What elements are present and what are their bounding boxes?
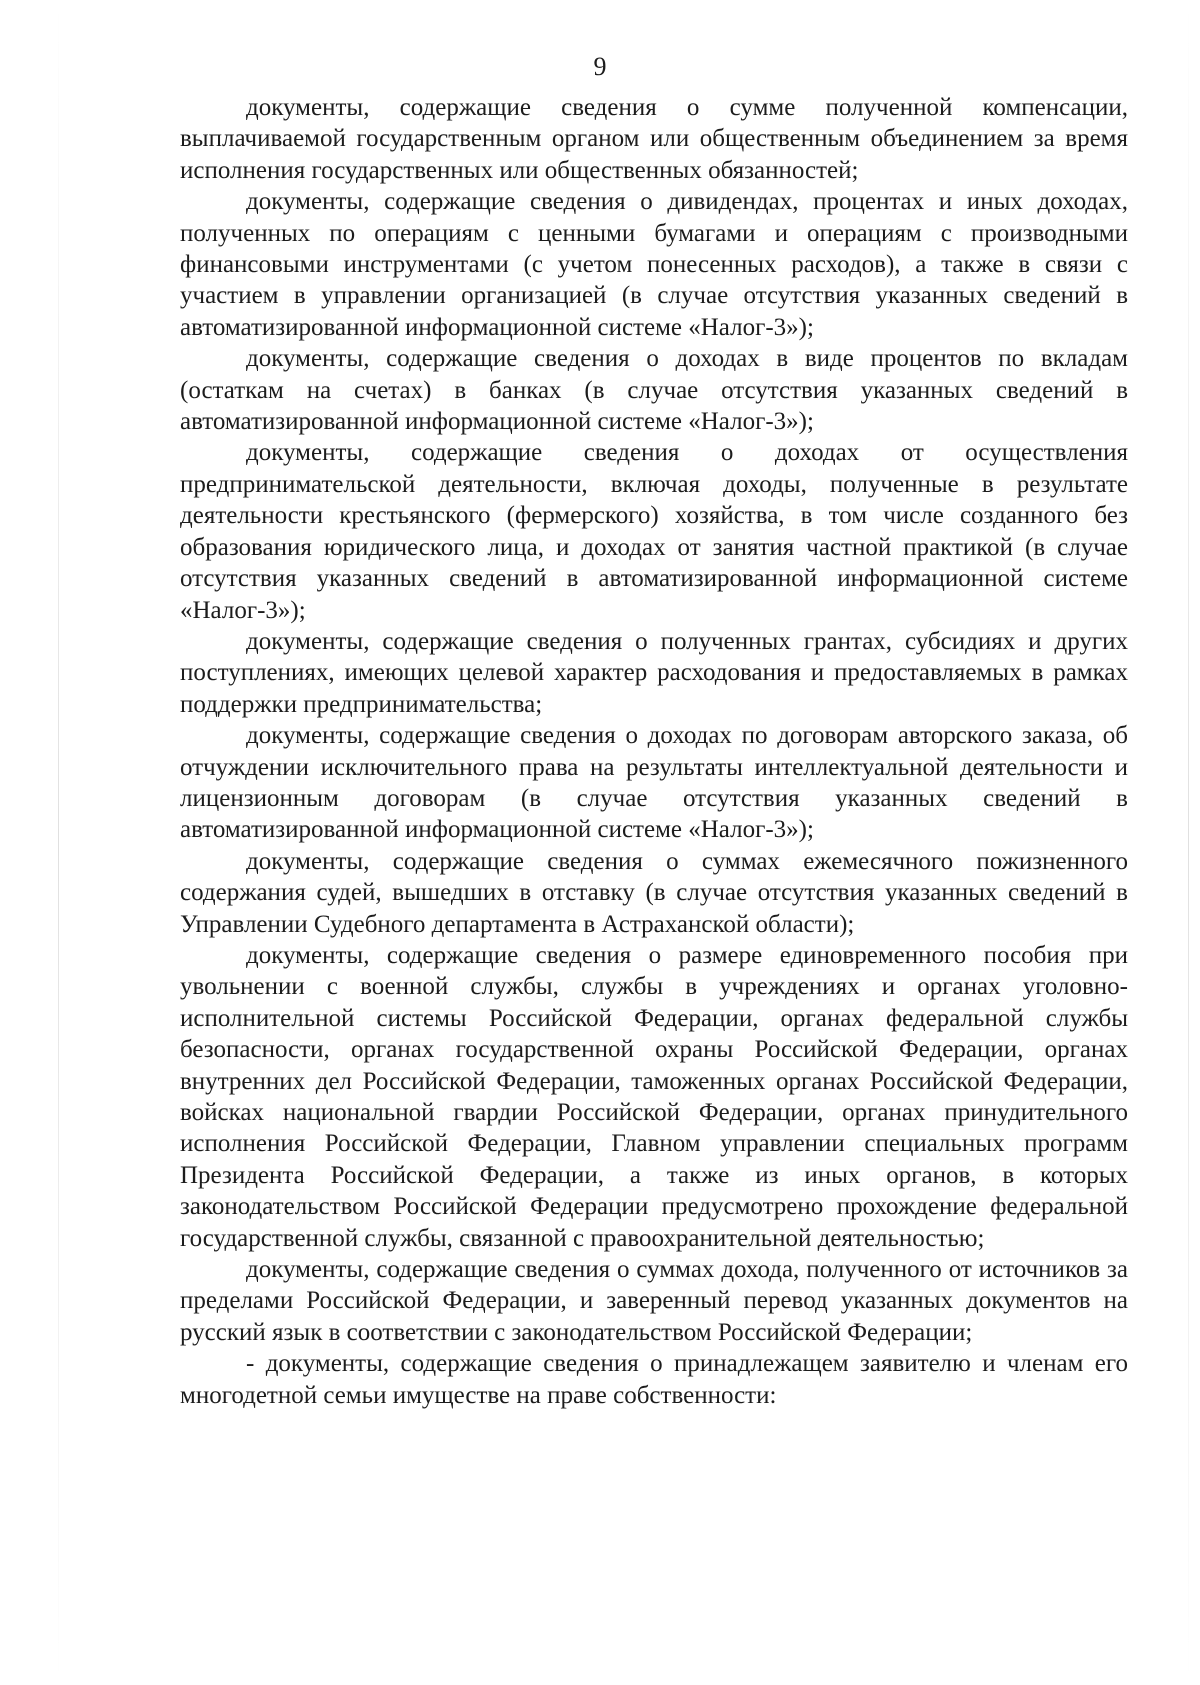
paragraph-deposit-interest: документы, содержащие сведения о доходах в виде процентов по вкладам (остаткам на счетах) в банках (в случае отсутствия указанных сведений в автоматизированной информационной системе «Налог-3»); xyxy=(180,345,1128,436)
paragraph-dividends: документы, содержащие сведения о дивидендах, процентах и иных доходах, полученных по операциям с ценными бумагами и операциям с производными финансовыми инструментами (с учетом понесенных расходов), а также в связи с участием в управлении организацией (в случае отсутствия указанных сведений в автоматизированной информационной системе «Налог-3»); xyxy=(180,188,1128,341)
page-number: 9 xyxy=(593,52,607,81)
paragraph-copyright: документы, содержащие сведения о доходах по договорам авторского заказа, об отчуждении исключительного права на результаты интеллектуальной деятельности и лицензионным договорам (в случае отсутствия указанных сведений в автоматизированной информационной системе «Налог-3»); xyxy=(180,722,1128,844)
paragraph-foreign-income: документы, содержащие сведения о суммах дохода, полученного от источников за пределами Российской Федерации, и заверенный перевод указанных документов на русский язык в соответствии с законодательством Российской Федерации; xyxy=(180,1256,1128,1346)
paragraph-property: - документы, содержащие сведения о принадлежащем заявителю и членам его многодетной семьи имуществе на праве собственности: xyxy=(180,1350,1128,1409)
document-body xyxy=(180,92,1128,1411)
scan-edge-right xyxy=(1188,0,1189,1685)
paragraph-business-income: документы, содержащие сведения о доходах от осуществления предпринимательской деятельности, включая доходы, полученные в результате деятельности крестьянского (фермерского) хозяйства, в том числе созданного без образования юридического лица, и доходах от занятия частной практикой (в случае отсутствия указанных сведений в автоматизированной информационной системе «Налог-3»); xyxy=(180,439,1128,624)
scan-edge-left xyxy=(58,0,59,1685)
paragraph-compensation: документы, содержащие сведения о сумме полученной компенсации, выплачиваемой государственным органом или общественным объединением за время исполнения государственных или общественных обязанностей; xyxy=(180,94,1128,184)
paragraph-grants: документы, содержащие сведения о полученных грантах, субсидиях и других поступлениях, имеющих целевой характер расходования и предоставляемых в рамках поддержки предпринимательства; xyxy=(180,627,1128,718)
paragraph-judges-allowance: документы, содержащие сведения о суммах ежемесячного пожизненного содержания судей, вышедших в отставку (в случае отсутствия указанных сведений в Управлении Судебного департамента в Астраханской области); xyxy=(180,847,1128,938)
paragraph-severance: документы, содержащие сведения о размере единовременного пособия при увольнении с военной службы, службы в учреждениях и органах уголовно-исполнительной системы Российской Федерации, органах федеральной службы безопасности, органах государственной охраны Российской Федерации, органах внутренних дел Российской Федерации, таможенных органах Российской Федерации, войсках национальной гвардии Российской Федерации, органах принудительного исполнения Российской Федерации, Главном управлении специальных программ Президента Российской Федерации, а также из иных органов, в которых законодательством Российской Федерации предусмотрено прохождение федеральной государственной службы, связанной с правоохранительной деятельностью; xyxy=(180,941,1128,1252)
